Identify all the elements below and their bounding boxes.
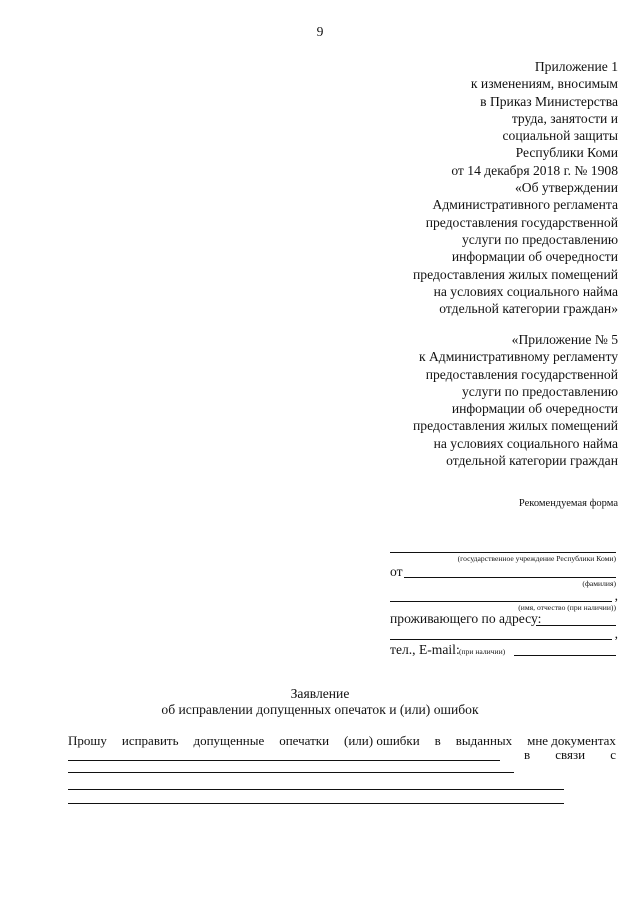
body-blank-line-1[interactable] [68,760,500,761]
appendix-1-line: от 14 декабря 2018 г. № 1908 [451,162,618,178]
body-word: связи [555,747,586,762]
appendix-5-line: к Административному регламенту [418,349,618,365]
appendix-1-line: отдельной категории граждан» [439,301,618,317]
body-blank-line-2[interactable] [68,772,514,773]
appendix-1-line: труда, занятости и [511,110,618,126]
appendix-5-line: отдельной категории граждан [446,453,618,469]
appendix-5-line: «Приложение № 5 [511,332,618,347]
appendix-5-block [413,331,618,469]
from-label: от [390,564,403,579]
phone-label: тел., E-mail: [390,642,460,657]
appendix-5-line: информации об очередности [451,401,618,417]
appendix-1-line: предоставления государственной [425,214,618,230]
appendix-1-line: предоставления жилых помещений [413,266,618,282]
body-word: выданных [455,733,513,748]
appendix-1-line: социальной защиты [502,128,618,144]
appendix-1-line: информации об очередности [451,249,618,265]
body-word: мне документах [527,733,616,748]
body-word: исправить [121,733,179,748]
body-blank-line-3[interactable] [68,789,564,790]
surname-hint: (фамилия) [582,579,616,588]
appendix-5-line: на условиях социального найма [433,435,618,451]
appendix-1-line: в Приказ Министерства [480,93,618,109]
body-word: (или) ошибки [344,733,420,748]
page-number: 9 [316,24,324,39]
address-line-1[interactable] [536,625,616,626]
statement-title: Заявление [290,686,350,701]
appendix-5-line: услуги по предоставлению [461,383,618,399]
surname-line[interactable] [404,577,616,578]
body-word: в [434,733,441,748]
institution-hint: (государственное учреждение Республики Коми) [457,554,616,563]
appendix-1-line: на условиях социального найма [433,283,618,299]
name-line[interactable] [390,601,612,602]
phone-hint: (при наличии) [459,647,506,656]
phone-line[interactable] [514,655,616,656]
recommended-form-label: Рекомендуемая форма [518,498,618,509]
appendix-1-line: Республики Коми [515,145,618,161]
appendix-1-block [413,58,618,317]
institution-line[interactable] [390,552,616,553]
appendix-1-line: Приложение 1 [534,59,618,74]
statement-subtitle: об исправлении допущенных опечаток и (или) ошибок [161,702,479,717]
appendix-1-line: Административного регламента [432,197,618,213]
appendix-5-line: предоставления государственной [425,366,618,382]
name-hint: (имя, отчество (при наличии)) [518,603,616,612]
body-word: Прошу [68,733,107,748]
body-word: с [610,747,616,762]
comma-mark: , [614,626,618,641]
appendix-1-line: услуги по предоставлению [461,231,618,247]
body-word: опечатки [279,733,330,748]
appendix-5-line: предоставления жилых помещений [413,418,618,434]
body-word: в [524,747,531,762]
body-blank-line-4[interactable] [68,803,564,804]
address-label: проживающего по адресу: [390,611,542,626]
body-row2-words [524,747,616,763]
appendix-1-line: к изменениям, вносимым [470,76,618,92]
appendix-1-line: «Об утверждении [514,180,618,196]
address-line-2[interactable] [390,639,612,640]
comma-mark: , [614,588,618,603]
body-word: допущенные [193,733,265,748]
